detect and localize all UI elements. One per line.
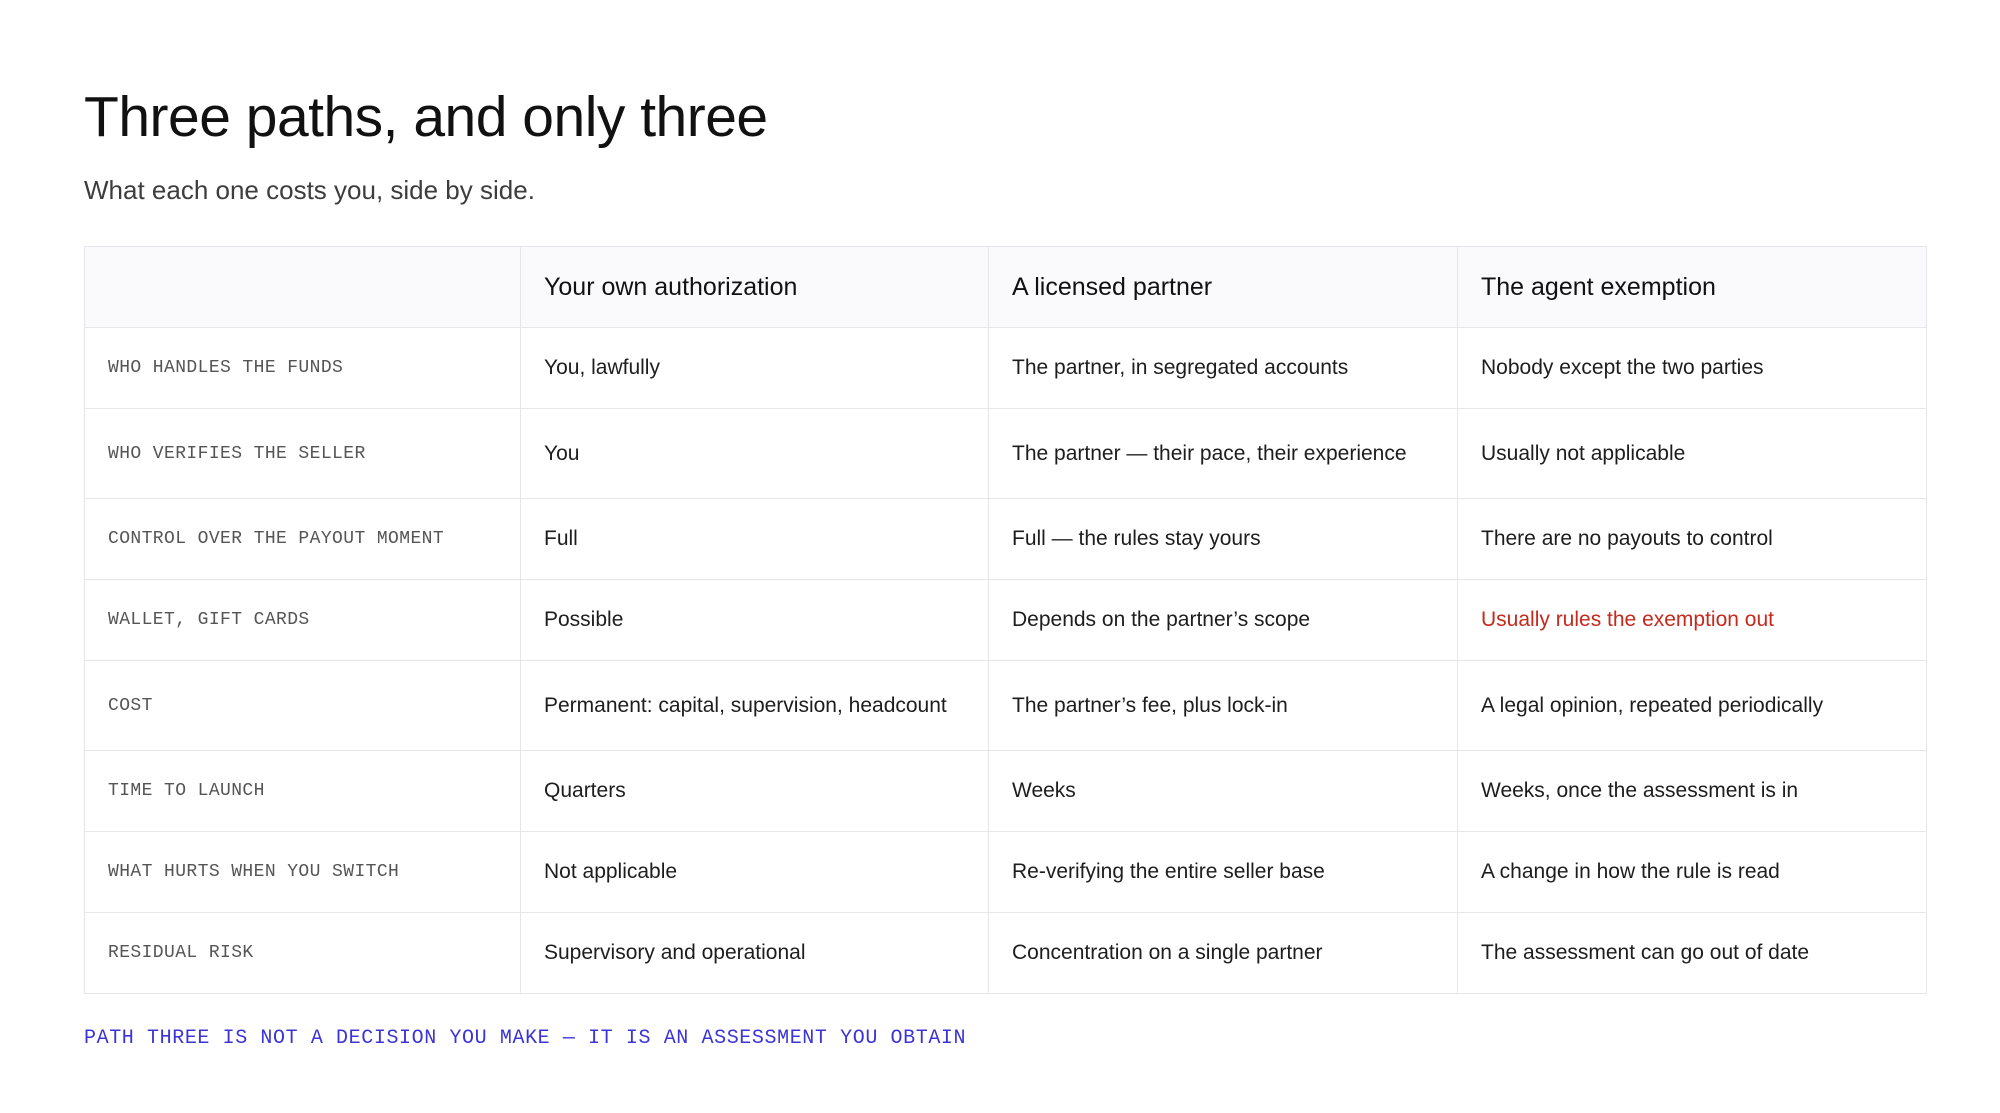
table-cell: A change in how the rule is read <box>1458 832 1927 913</box>
table-cell: Permanent: capital, supervision, headcount <box>521 661 989 751</box>
row-label: WHO HANDLES THE FUNDS <box>85 328 521 409</box>
table-cell: A legal opinion, repeated periodically <box>1458 661 1927 751</box>
row-label: WALLET, GIFT CARDS <box>85 580 521 661</box>
table-cell: Usually not applicable <box>1458 409 1927 499</box>
table-cell: Depends on the partner’s scope <box>989 580 1458 661</box>
table-cell: There are no payouts to control <box>1458 499 1927 580</box>
header-cell-agent-exemption: The agent exemption <box>1458 247 1927 328</box>
table-cell: You, lawfully <box>521 328 989 409</box>
table-cell: The assessment can go out of date <box>1458 913 1927 994</box>
table-row <box>85 409 1927 499</box>
table-row <box>85 328 1927 409</box>
table-cell: The partner’s fee, plus lock-in <box>989 661 1458 751</box>
row-label: TIME TO LAUNCH <box>85 751 521 832</box>
row-label: RESIDUAL RISK <box>85 913 521 994</box>
table-cell: You <box>521 409 989 499</box>
footnote: PATH THREE IS NOT A DECISION YOU MAKE — IT IS AN ASSESSMENT YOU OBTAIN <box>84 1027 967 1050</box>
table-cell: The partner, in segregated accounts <box>989 328 1458 409</box>
row-label: WHO VERIFIES THE SELLER <box>85 409 521 499</box>
header-row <box>85 247 1927 328</box>
table-row <box>85 751 1927 832</box>
warning-cell: Usually rules the exemption out <box>1458 580 1927 661</box>
table-row <box>85 832 1927 913</box>
page-title: Three paths, and only three <box>84 85 768 149</box>
table-header <box>85 247 1927 328</box>
table-cell: Full <box>521 499 989 580</box>
comparison-table <box>84 246 1927 994</box>
table-cell: Quarters <box>521 751 989 832</box>
table-cell: Supervisory and operational <box>521 913 989 994</box>
table-row <box>85 661 1927 751</box>
table-body <box>85 328 1927 994</box>
table-cell: Re-verifying the entire seller base <box>989 832 1458 913</box>
table-cell: Concentration on a single partner <box>989 913 1458 994</box>
table-cell: The partner — their pace, their experience <box>989 409 1458 499</box>
header-cell-own-authorization: Your own authorization <box>521 247 989 328</box>
table-row <box>85 913 1927 994</box>
table-cell: Not applicable <box>521 832 989 913</box>
row-label: CONTROL OVER THE PAYOUT MOMENT <box>85 499 521 580</box>
header-cell-licensed-partner: A licensed partner <box>989 247 1458 328</box>
table-cell: Possible <box>521 580 989 661</box>
page-subtitle: What each one costs you, side by side. <box>84 175 535 205</box>
table-cell: Weeks <box>989 751 1458 832</box>
table-cell: Weeks, once the assessment is in <box>1458 751 1927 832</box>
header-cell-empty <box>85 247 521 328</box>
table-cell: Full — the rules stay yours <box>989 499 1458 580</box>
table-row <box>85 580 1927 661</box>
row-label: WHAT HURTS WHEN YOU SWITCH <box>85 832 521 913</box>
table-row <box>85 499 1927 580</box>
row-label: COST <box>85 661 521 751</box>
table-cell: Nobody except the two parties <box>1458 328 1927 409</box>
